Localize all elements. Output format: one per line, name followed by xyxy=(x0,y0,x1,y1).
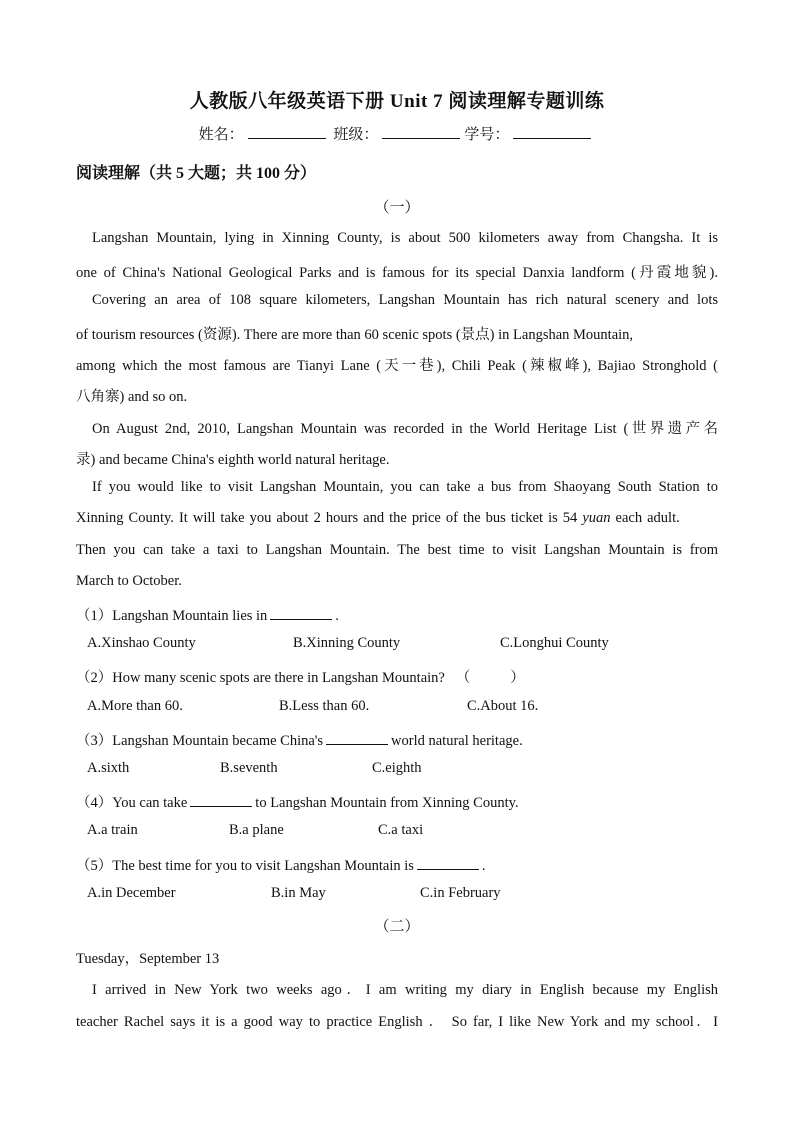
passage1-line: On August 2nd, 2010, Langshan Mountain was recorded in the World Heritage List (世界遗产名 xyxy=(92,421,718,437)
answer-blank[interactable] xyxy=(417,857,479,870)
option-b[interactable]: B.seventh xyxy=(220,760,278,776)
passage1-text: each adult. xyxy=(615,510,680,526)
question-text: . xyxy=(481,858,486,874)
passage2-line: I arrived in New York two weeks ago．I am writing my diary in English because my English xyxy=(92,982,718,998)
answer-blank[interactable] xyxy=(190,794,252,807)
part-two-heading: （二） xyxy=(374,919,420,935)
question-text: . xyxy=(335,608,339,624)
option-b[interactable]: B.Xinning County xyxy=(293,635,401,651)
passage1-line: Langshan Mountain, lying in Xinning County, is about 500 kilometers away from Changsha. It is xyxy=(92,230,718,246)
diary-date: Tuesday，September 13 xyxy=(76,951,220,967)
page-title: 人教版八年级英语下册 Unit 7 阅读理解专题训练 xyxy=(189,91,605,112)
answer-paren-open: （ xyxy=(455,670,471,686)
passage2-line: teacher Rachel says it is a good way to practice English ． So far, I like New York and my school．I xyxy=(76,1014,718,1030)
option-c[interactable]: C.eighth xyxy=(372,760,422,776)
option-a[interactable]: A.in December xyxy=(87,885,176,901)
option-b[interactable]: B.in May xyxy=(271,885,326,901)
answer-paren-close: ） xyxy=(510,670,525,686)
passage1-line: 录) and became China's eighth world natural heritage. xyxy=(76,452,390,468)
id-field[interactable] xyxy=(513,124,591,139)
passage1-line: 八角寨) and so on. xyxy=(76,389,188,405)
answer-blank[interactable] xyxy=(326,732,388,745)
name-field[interactable] xyxy=(248,124,326,139)
option-a[interactable]: A.Xinshao County xyxy=(87,635,196,651)
italic-word: yuan xyxy=(582,510,611,526)
name-label: 姓名： xyxy=(198,127,244,143)
passage1-line: Then you can take a taxi to Langshan Mountain. The best time to visit Langshan Mountain is from xyxy=(76,542,718,558)
passage1-text: Xinning County. It will take you about 2 hours and the price of the bus ticket is 54 xyxy=(76,510,578,526)
answer-blank[interactable] xyxy=(270,607,332,620)
passage1-line: one of China's National Geological Parks and is famous for its special Danxia landform (丹霞地貌). xyxy=(76,265,718,281)
section-title: 阅读理解（共 5 大题；共 100 分） xyxy=(76,165,317,182)
question-text: （2）How many scenic spots are there in Langshan Mountain? xyxy=(76,670,445,686)
question-text: （3）Langshan Mountain became China's xyxy=(76,733,324,749)
class-label: 班级： xyxy=(333,127,379,143)
student-info-line xyxy=(0,123,794,144)
question-2 xyxy=(76,666,525,687)
question-1 xyxy=(76,604,339,625)
option-c[interactable]: C.About 16. xyxy=(467,698,539,714)
passage1-line: Covering an area of 108 square kilometers, Langshan Mountain has rich natural scenery and lots xyxy=(92,292,718,308)
option-c[interactable]: C.in February xyxy=(420,885,501,901)
option-a[interactable]: A.More than 60. xyxy=(87,698,183,714)
option-c[interactable]: C.Longhui County xyxy=(500,635,609,651)
id-label: 学号： xyxy=(464,127,510,143)
option-a[interactable]: A.sixth xyxy=(87,760,130,776)
passage1-line: March to October. xyxy=(76,573,182,589)
passage1-line: among which the most famous are Tianyi Lane (天一巷), Chili Peak (辣椒峰), Bajiao Stronghold ( xyxy=(76,358,718,374)
question-4 xyxy=(76,791,519,812)
question-text: （4）You can take xyxy=(76,795,188,811)
question-text: （5）The best time for you to visit Langshan Mountain is xyxy=(76,858,414,874)
question-text: to Langshan Mountain from Xinning County. xyxy=(255,795,519,811)
question-5 xyxy=(76,854,486,875)
option-a[interactable]: A.a train xyxy=(87,822,138,838)
part-one-heading: （一） xyxy=(374,200,420,216)
question-text: （1）Langshan Mountain lies in xyxy=(76,608,268,624)
option-b[interactable]: B.Less than 60. xyxy=(279,698,370,714)
passage1-line: If you would like to visit Langshan Mountain, you can take a bus from Shaoyang South Station to xyxy=(92,479,718,495)
question-3 xyxy=(76,729,523,750)
passage1-line xyxy=(76,510,718,527)
option-c[interactable]: C.a taxi xyxy=(378,822,424,838)
question-text: world natural heritage. xyxy=(391,733,523,749)
class-field[interactable] xyxy=(382,124,460,139)
option-b[interactable]: B.a plane xyxy=(229,822,284,838)
passage1-line: of tourism resources (资源). There are more than 60 scenic spots (景点) in Langshan Mountain, xyxy=(76,327,634,343)
